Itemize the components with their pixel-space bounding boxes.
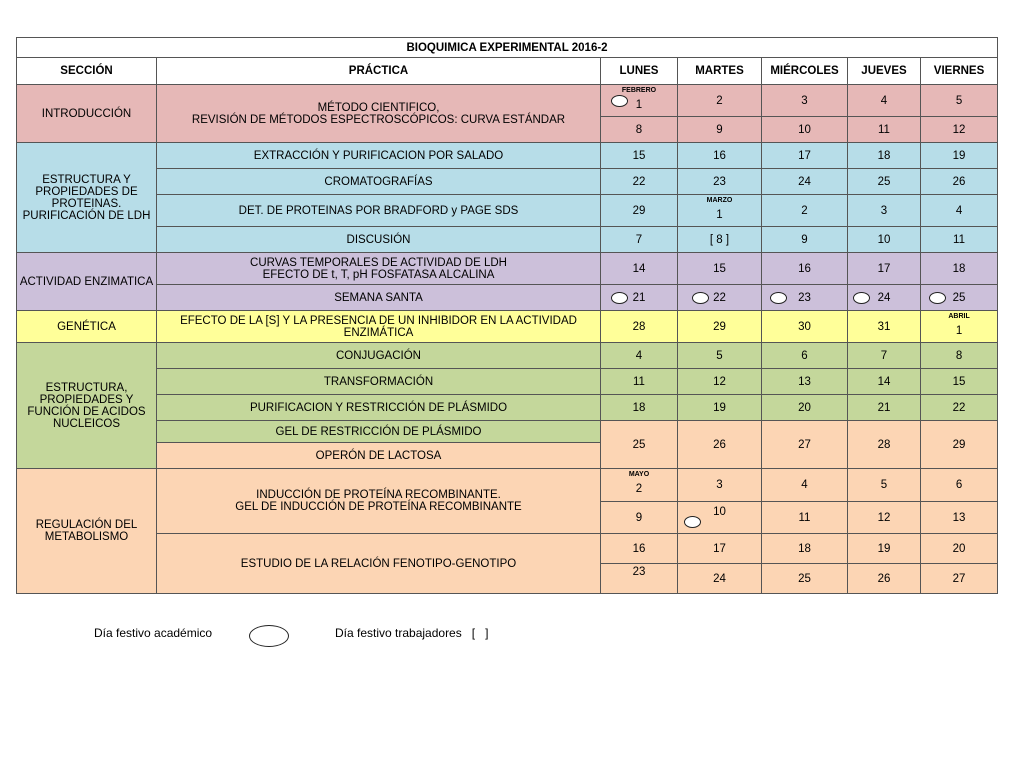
day-cell-workers-holiday: [ 8 ]: [678, 227, 762, 253]
day-cell: 5: [678, 343, 762, 369]
day-cell: 19: [678, 395, 762, 421]
day-cell: 8: [921, 343, 998, 369]
practice-label: GEL DE INDUCCIÓN DE PROTEÍNA RECOMBINANTE: [235, 501, 522, 513]
practice-cell: [157, 253, 601, 285]
day-cell: 11: [601, 369, 678, 395]
day-cell: 10: [762, 117, 848, 143]
practice-cell: [157, 469, 601, 534]
day-cell: 6: [762, 343, 848, 369]
day-cell: 28: [848, 421, 921, 469]
day-cell: 4: [601, 343, 678, 369]
practice-cell: ESTUDIO DE LA RELACIÓN FENOTIPO-GENOTIPO: [157, 534, 601, 594]
day-cell: 2: [678, 85, 762, 117]
day-cell: 26: [678, 421, 762, 469]
day-cell: [921, 285, 998, 311]
day-cell: 2: [762, 195, 848, 227]
day-cell: [601, 564, 678, 594]
practice-cell: SEMANA SANTA: [157, 285, 601, 311]
day-cell: 22: [601, 169, 678, 195]
section-actividad: ACTIVIDAD ENZIMATICA: [17, 253, 157, 311]
academic-holiday-oval: [684, 516, 701, 528]
month-label: MAYO: [628, 471, 650, 478]
table-row: [17, 85, 998, 117]
practice-label: INDUCCIÓN DE PROTEÍNA RECOMBINANTE.: [256, 489, 501, 501]
day-number: 24: [877, 291, 891, 304]
day-cell: 5: [921, 85, 998, 117]
day-cell: 26: [848, 564, 921, 594]
table-row: [17, 421, 998, 443]
practice-cell: [157, 85, 601, 143]
section-genetica: GENÉTICA: [17, 311, 157, 343]
day-cell: 12: [921, 117, 998, 143]
practice-cell: GEL DE RESTRICCIÓN DE PLÁSMIDO: [157, 421, 601, 443]
day-cell: [601, 469, 678, 502]
day-cell: 15: [678, 253, 762, 285]
table-row: [17, 169, 998, 195]
academic-holiday-oval: [611, 292, 628, 304]
day-cell: 18: [601, 395, 678, 421]
practice-cell: DISCUSIÓN: [157, 227, 601, 253]
day-cell: 3: [678, 469, 762, 502]
day-cell: 9: [762, 227, 848, 253]
day-cell: 7: [601, 227, 678, 253]
day-cell: 14: [848, 369, 921, 395]
header-practica: PRÁCTICA: [157, 58, 601, 85]
day-cell: 17: [762, 143, 848, 169]
legend-oval-icon: [249, 625, 289, 647]
day-cell: 29: [678, 311, 762, 343]
day-cell: 11: [921, 227, 998, 253]
legend-workers-holiday: Día festivo trabajadores [ ]: [335, 626, 489, 640]
day-cell: 5: [848, 469, 921, 502]
day-cell: 31: [848, 311, 921, 343]
day-cell: 11: [848, 117, 921, 143]
header-martes: MARTES: [678, 58, 762, 85]
header-lunes: LUNES: [601, 58, 678, 85]
day-cell: 18: [762, 534, 848, 564]
day-number: 23: [798, 291, 811, 304]
day-cell: 18: [848, 143, 921, 169]
practice-cell: DET. DE PROTEINAS POR BRADFORD y PAGE SDS: [157, 195, 601, 227]
day-cell: 30: [762, 311, 848, 343]
day-cell: 13: [762, 369, 848, 395]
day-cell: 25: [762, 564, 848, 594]
day-cell: 19: [848, 534, 921, 564]
day-cell: 23: [678, 169, 762, 195]
day-cell: [601, 85, 678, 117]
day-cell: [762, 285, 848, 311]
day-cell: 15: [921, 369, 998, 395]
section-regulacion: REGULACIÓN DEL METABOLISMO: [17, 469, 157, 594]
practice-cell: EXTRACCIÓN Y PURIFICACION POR SALADO: [157, 143, 601, 169]
day-number: 1: [635, 98, 643, 111]
table-row: [17, 395, 998, 421]
day-number: 25: [952, 291, 966, 304]
day-cell: 20: [762, 395, 848, 421]
practice-cell: PURIFICACION Y RESTRICCIÓN DE PLÁSMIDO: [157, 395, 601, 421]
day-cell: 16: [601, 534, 678, 564]
day-number: 10: [713, 505, 726, 518]
table-row: [17, 253, 998, 285]
legend-academic-holiday: Día festivo académico: [94, 626, 213, 640]
table-row: [17, 195, 998, 227]
day-cell: 29: [921, 421, 998, 469]
day-cell: 13: [921, 502, 998, 534]
day-cell: [601, 285, 678, 311]
practice-cell: EFECTO DE LA [S] Y LA PRESENCIA DE UN INHIBIDOR EN LA ACTIVIDAD ENZIMÁTICA: [157, 311, 601, 343]
academic-holiday-oval: [853, 292, 870, 304]
header-miercoles: MIÉRCOLES: [762, 58, 848, 85]
day-cell: 21: [848, 395, 921, 421]
section-proteinas: ESTRUCTURA Y PROPIEDADES DE PROTEINAS. PURIFICACIÓN DE LDH: [17, 143, 157, 253]
header-viernes: VIERNES: [921, 58, 998, 85]
practice-label: CURVAS TEMPORALES DE ACTIVIDAD DE LDH: [250, 256, 507, 269]
month-label: FEBRERO: [621, 87, 657, 94]
day-cell: [678, 195, 762, 227]
table-row: [17, 227, 998, 253]
day-cell: 14: [601, 253, 678, 285]
schedule-table: [16, 37, 998, 594]
practice-label: REVISIÓN DE MÉTODOS ESPECTROSCÓPICOS: CURVA ESTÁNDAR: [191, 113, 566, 126]
day-cell: [678, 502, 762, 534]
day-cell: 19: [921, 143, 998, 169]
day-cell: [921, 311, 998, 343]
day-cell: 16: [762, 253, 848, 285]
day-cell: [678, 285, 762, 311]
day-cell: 10: [848, 227, 921, 253]
day-cell: 4: [921, 195, 998, 227]
day-cell: 7: [848, 343, 921, 369]
day-number: 1: [716, 208, 723, 221]
day-cell: 29: [601, 195, 678, 227]
day-cell: 9: [678, 117, 762, 143]
day-number: 21: [632, 291, 646, 304]
day-cell: 24: [762, 169, 848, 195]
day-cell: 12: [848, 502, 921, 534]
month-label: MARZO: [706, 197, 733, 204]
header-jueves: JUEVES: [848, 58, 921, 85]
table-row: [17, 343, 998, 369]
table-row: [17, 469, 998, 502]
table-title: BIOQUIMICA EXPERIMENTAL 2016-2: [17, 38, 998, 58]
day-cell: 25: [601, 421, 678, 469]
table-row: [17, 143, 998, 169]
day-cell: 4: [762, 469, 848, 502]
header-seccion: SECCIÓN: [17, 58, 157, 85]
day-cell: 15: [601, 143, 678, 169]
day-cell: 25: [848, 169, 921, 195]
practice-cell: OPERÓN DE LACTOSA: [157, 443, 601, 469]
practice-cell: CONJUGACIÓN: [157, 343, 601, 369]
month-label: ABRIL: [948, 313, 970, 320]
day-number: 23: [632, 565, 646, 578]
day-cell: 3: [848, 195, 921, 227]
table-row: [17, 534, 998, 564]
practice-label: MÉTODO CIENTIFICO,: [317, 101, 440, 114]
academic-holiday-oval: [692, 292, 709, 304]
day-cell: 3: [762, 85, 848, 117]
table-row: [17, 369, 998, 395]
day-cell: 16: [678, 143, 762, 169]
day-cell: 8: [601, 117, 678, 143]
day-number: 22: [713, 291, 726, 304]
day-cell: 11: [762, 502, 848, 534]
day-cell: 27: [921, 564, 998, 594]
day-cell: 18: [921, 253, 998, 285]
section-introduccion: INTRODUCCIÓN: [17, 85, 157, 143]
table-row: [17, 285, 998, 311]
day-cell: 9: [601, 502, 678, 534]
day-cell: 24: [678, 564, 762, 594]
practice-cell: TRANSFORMACIÓN: [157, 369, 601, 395]
day-cell: 4: [848, 85, 921, 117]
day-cell: 17: [678, 534, 762, 564]
day-cell: 28: [601, 311, 678, 343]
day-cell: 27: [762, 421, 848, 469]
day-cell: [848, 285, 921, 311]
day-number: 2: [635, 483, 643, 495]
academic-holiday-oval: [929, 292, 946, 304]
day-cell: 17: [848, 253, 921, 285]
practice-cell: CROMATOGRAFÍAS: [157, 169, 601, 195]
day-number: 1: [955, 324, 963, 337]
section-acidos-nucleicos: ESTRUCTURA, PROPIEDADES Y FUNCIÓN DE ACIDOS NUCLEICOS: [17, 343, 157, 469]
academic-holiday-oval: [611, 95, 628, 107]
day-cell: 20: [921, 534, 998, 564]
practice-label: EFECTO DE t, T, pH FOSFATASA ALCALINA: [262, 268, 495, 281]
academic-holiday-oval: [770, 292, 787, 304]
table-row: [17, 311, 998, 343]
day-cell: 22: [921, 395, 998, 421]
day-cell: 6: [921, 469, 998, 502]
day-cell: 26: [921, 169, 998, 195]
day-cell: 12: [678, 369, 762, 395]
